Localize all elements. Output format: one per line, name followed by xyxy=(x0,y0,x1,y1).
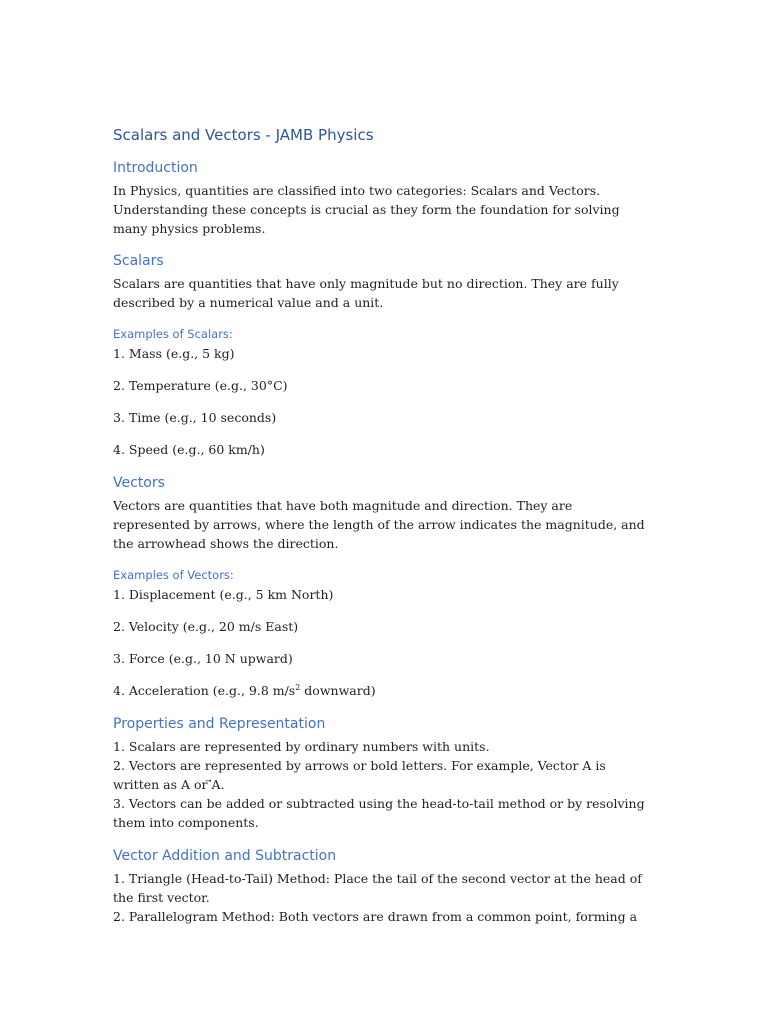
properties-item: 3. Vectors can be added or subtracted using the head-to-tail method or by resolving them into components. xyxy=(113,796,645,830)
vector-example-item-acceleration xyxy=(113,681,653,700)
intro-paragraph: In Physics, quantities are classified into two categories: Scalars and Vectors. Understanding these concepts is crucial as they form the foundation for solving many physics problems. xyxy=(113,183,620,236)
squared-superscript: 2 xyxy=(295,682,301,692)
vector-example-item: 1. Displacement (e.g., 5 km North) xyxy=(113,587,334,602)
scalar-example-item: 2. Temperature (e.g., 30°C) xyxy=(113,378,288,393)
addition-item: 2. Parallelogram Method: Both vectors are drawn from a common point, forming a xyxy=(113,909,638,924)
properties-item: 1. Scalars are represented by ordinary numbers with units. xyxy=(113,739,490,754)
vectors-paragraph: Vectors are quantities that have both magnitude and direction. They are represented by arrows, where the length of the arrow indicates the magnitude, and the arrowhead shows the direction. xyxy=(113,498,645,551)
vector-example-item: 3. Force (e.g., 10 N upward) xyxy=(113,651,293,666)
scalars-examples-heading: Examples of Scalars: xyxy=(113,327,233,341)
document-page xyxy=(113,124,653,926)
properties-heading: Properties and Representation xyxy=(113,716,326,732)
acceleration-text: 4. Acceleration (e.g., 9.8 m/s xyxy=(113,683,296,698)
properties-item: 2. Vectors are represented by arrows or bold letters. For example, Vector A is written as A or ⃗A. xyxy=(113,758,606,792)
addition-heading: Vector Addition and Subtraction xyxy=(113,848,337,864)
intro-heading: Introduction xyxy=(113,160,198,176)
acceleration-suffix: downward) xyxy=(300,683,376,698)
vectors-examples-heading: Examples of Vectors: xyxy=(113,568,234,582)
vector-example-item: 2. Velocity (e.g., 20 m/s East) xyxy=(113,619,299,634)
vectors-heading: Vectors xyxy=(113,475,165,491)
document-title: Scalars and Vectors - JAMB Physics xyxy=(113,126,374,144)
scalars-paragraph: Scalars are quantities that have only magnitude but no direction. They are fully described by a numerical value and a unit. xyxy=(113,276,619,310)
scalar-example-item: 3. Time (e.g., 10 seconds) xyxy=(113,410,277,425)
addition-item: 1. Triangle (Head-to-Tail) Method: Place the tail of the second vector at the head of the first vector. xyxy=(113,871,642,905)
scalar-example-item: 1. Mass (e.g., 5 kg) xyxy=(113,346,235,361)
scalar-example-item: 4. Speed (e.g., 60 km/h) xyxy=(113,442,265,457)
scalars-heading: Scalars xyxy=(113,253,164,269)
